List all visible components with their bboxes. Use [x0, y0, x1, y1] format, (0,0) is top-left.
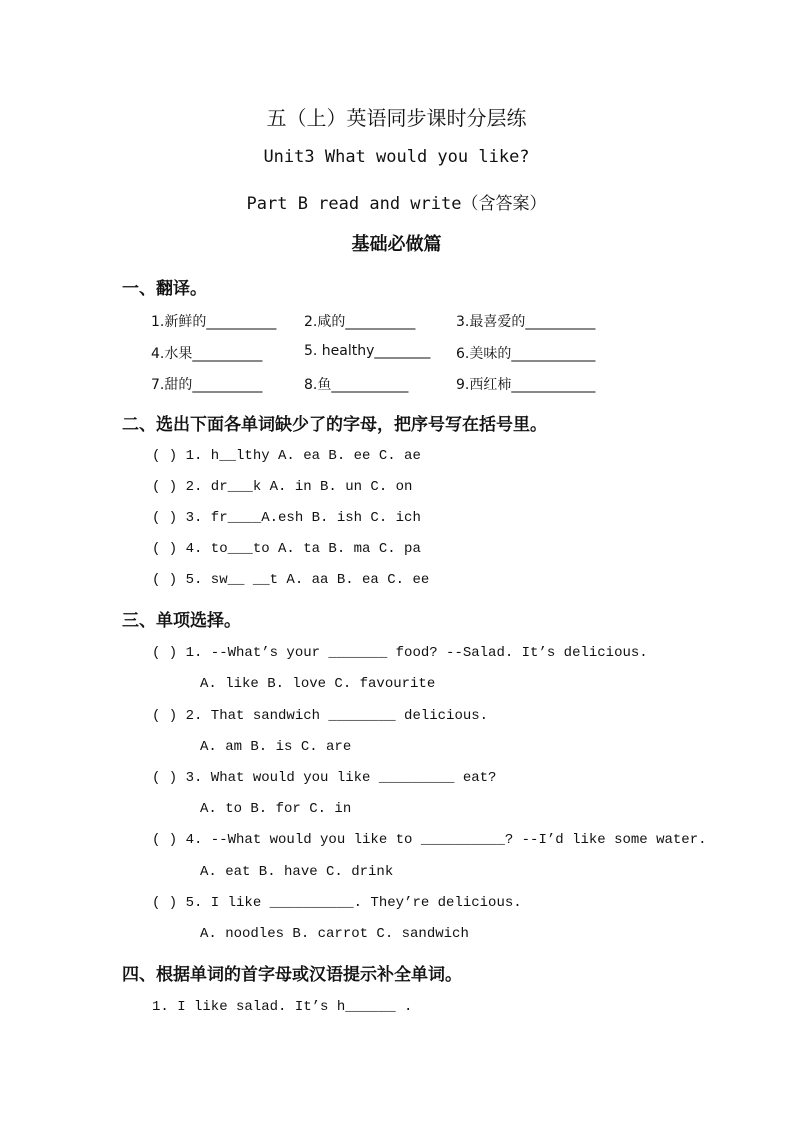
- section-1-heading: 一、翻译。: [122, 279, 207, 299]
- question-line: ( ) 4. --What would you like to __________? --I’d like some water.: [152, 832, 707, 848]
- options-line: A. am B. is C. are: [200, 739, 352, 755]
- question-line: ( ) 3. What would you like _________ eat?: [152, 770, 497, 786]
- worksheet-title: 五（上）英语同步课时分层练: [266, 106, 527, 130]
- question-line: ( ) 3. fr____A.esh B. ish C. ich: [152, 510, 421, 526]
- section-2-heading: 二、选出下面各单词缺少了的字母，把序号写在括号里。: [122, 415, 547, 435]
- translate-item: 9.西红柿____________: [456, 377, 596, 393]
- section-3-heading: 三、单项选择。: [122, 611, 241, 631]
- question-line: ( ) 4. to___to A. ta B. ma C. pa: [152, 541, 421, 557]
- translate-item: 3.最喜爱的__________: [456, 314, 596, 330]
- question-line: ( ) 1. h__lthy A. ea B. ee C. ae: [152, 448, 421, 464]
- translate-item: 8.鱼___________: [304, 377, 409, 393]
- options-line: A. to B. for C. in: [200, 801, 352, 817]
- options-line: A. like B. love C. favourite: [200, 676, 436, 692]
- options-line: A. noodles B. carrot C. sandwich: [200, 926, 469, 942]
- section-4-heading: 四、根据单词的首字母或汉语提示补全单词。: [122, 965, 462, 985]
- part-title: Part B read and write（含答案）: [246, 194, 547, 214]
- options-line: A. eat B. have C. drink: [200, 864, 394, 880]
- translate-item: 6.美味的____________: [456, 346, 596, 362]
- translate-item: 5. healthy________: [304, 343, 431, 359]
- question-line: ( ) 5. I like __________. They’re delicious.: [152, 895, 522, 911]
- question-line: ( ) 2. dr___k A. in B. un C. on: [152, 479, 413, 495]
- translate-item: 2.咸的__________: [304, 314, 416, 330]
- question-line: ( ) 2. That sandwich ________ delicious.: [152, 708, 489, 724]
- question-line: ( ) 1. --What’s your _______ food? --Salad. It’s delicious.: [152, 645, 648, 661]
- unit-title: Unit3 What would you like?: [263, 147, 530, 167]
- translate-item: 1.新鲜的__________: [151, 314, 277, 330]
- translate-item: 7.甜的__________: [151, 377, 263, 393]
- translate-item: 4.水果__________: [151, 346, 263, 362]
- question-line: 1. I like salad. It’s h______ .: [152, 999, 413, 1015]
- question-line: ( ) 5. sw__ __t A. aa B. ea C. ee: [152, 572, 430, 588]
- section-label: 基础必做篇: [351, 234, 442, 255]
